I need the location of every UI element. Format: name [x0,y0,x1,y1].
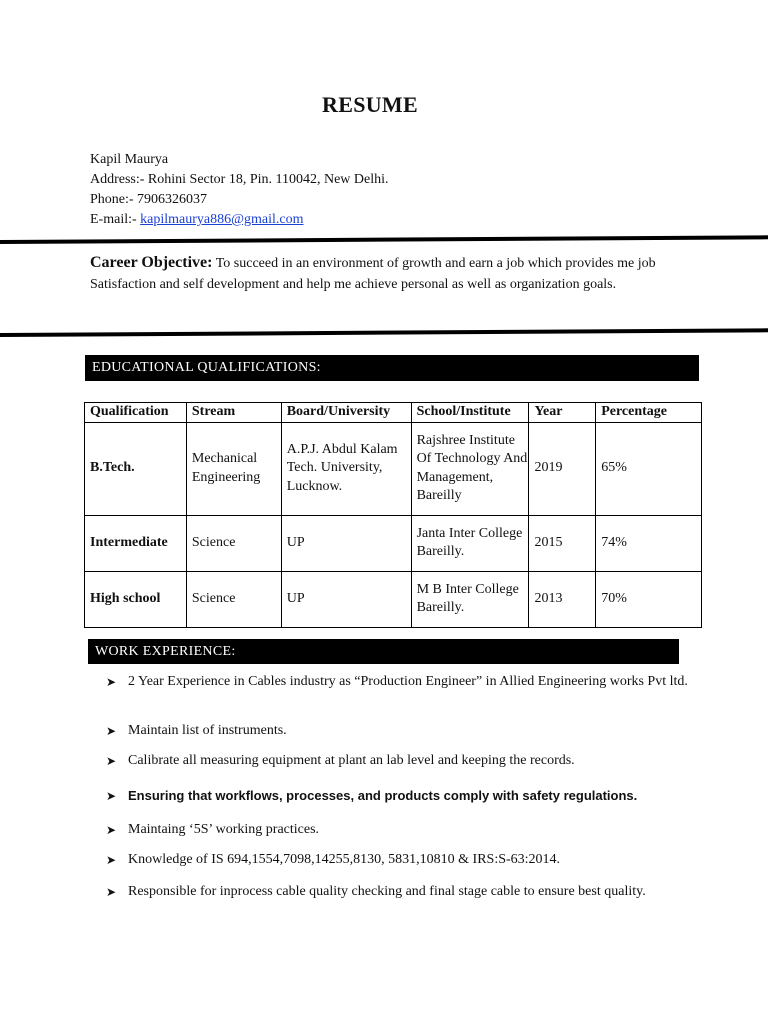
col-header-year: Year [529,403,596,423]
arrowhead-bullet-icon: ➤ [106,675,117,689]
col-header-board: Board/University [281,403,411,423]
arrowhead-bullet-icon: ➤ [106,853,117,867]
list-item: ➤ Responsible for inprocess cable quality checking and final stage cable to ensure best quality. [106,884,646,899]
col-header-percentage: Percentage [596,403,702,423]
objective-label: Career Objective: [90,254,213,271]
arrowhead-bullet-icon: ➤ [106,885,117,899]
address-line: Address:- Rohini Sector 18, Pin. 110042, New Delhi. [90,172,389,187]
objective-text: To succeed in an environment of growth and earn a job which provides me job Satisfaction and self development and help me achieve personal as well as organization goals. [90,256,656,292]
email-link[interactable]: kapilmaurya886@gmail.com [140,212,304,227]
cell-qualification: High school [85,571,187,627]
cell-year: 2019 [529,422,596,515]
candidate-name: Kapil Maurya [90,152,169,167]
cell-percentage: 70% [596,571,702,627]
email-line [90,210,389,230]
list-item: ➤ Maintaing ‘5S’ working practices. [106,822,320,837]
divider-bottom [0,328,768,337]
col-header-qualification: Qualification [85,403,187,423]
list-item: ➤ Knowledge of IS 694,1554,7098,14255,8130, 5831,10810 & IRS:S-63:2014. [106,852,561,867]
list-item: ➤ Calibrate all measuring equipment at plant an lab level and keeping the records. [106,753,575,768]
cell-stream: Mechanical Engineering [186,422,281,515]
table-row [85,571,702,627]
col-header-school: School/Institute [411,403,529,423]
phone-line: Phone:- 7906326037 [90,192,208,207]
list-item: ➤ Ensuring that workflows, processes, and products comply with safety regulations. [106,788,638,803]
arrowhead-bullet-icon: ➤ [106,789,117,803]
col-header-stream: Stream [186,403,281,423]
table-row [85,515,702,571]
resume-title: RESUME [322,92,418,117]
cell-stream: Science [186,515,281,571]
divider-top [0,235,768,244]
arrowhead-bullet-icon: ➤ [106,724,117,738]
cell-board: UP [281,515,411,571]
list-item: ➤ 2 Year Experience in Cables industry as “Production Engineer” in Allied Engineering works Pvt ltd. [106,674,688,689]
career-objective [90,252,678,295]
cell-stream: Science [186,571,281,627]
table-row [85,422,702,515]
list-item: ➤ Maintain list of instruments. [106,723,287,738]
contact-block [90,150,389,230]
email-label: E-mail:- [90,212,141,227]
table-header-row [85,403,702,423]
cell-percentage: 74% [596,515,702,571]
cell-percentage: 65% [596,422,702,515]
cell-year: 2013 [529,571,596,627]
cell-school: Janta Inter College Bareilly. [411,515,529,571]
cell-board: UP [281,571,411,627]
cell-board: A.P.J. Abdul Kalam Tech. University, Lucknow. [281,422,411,515]
cell-school: Rajshree Institute Of Technology And Management, Bareilly [411,422,529,515]
education-table [84,402,702,628]
cell-school: M B Inter College Bareilly. [411,571,529,627]
education-heading: EDUCATIONAL QUALIFICATIONS: [85,355,699,381]
arrowhead-bullet-icon: ➤ [106,754,117,768]
cell-qualification: Intermediate [85,515,187,571]
cell-year: 2015 [529,515,596,571]
arrowhead-bullet-icon: ➤ [106,823,117,837]
cell-qualification: B.Tech. [85,422,187,515]
work-heading: WORK EXPERIENCE: [88,639,679,664]
